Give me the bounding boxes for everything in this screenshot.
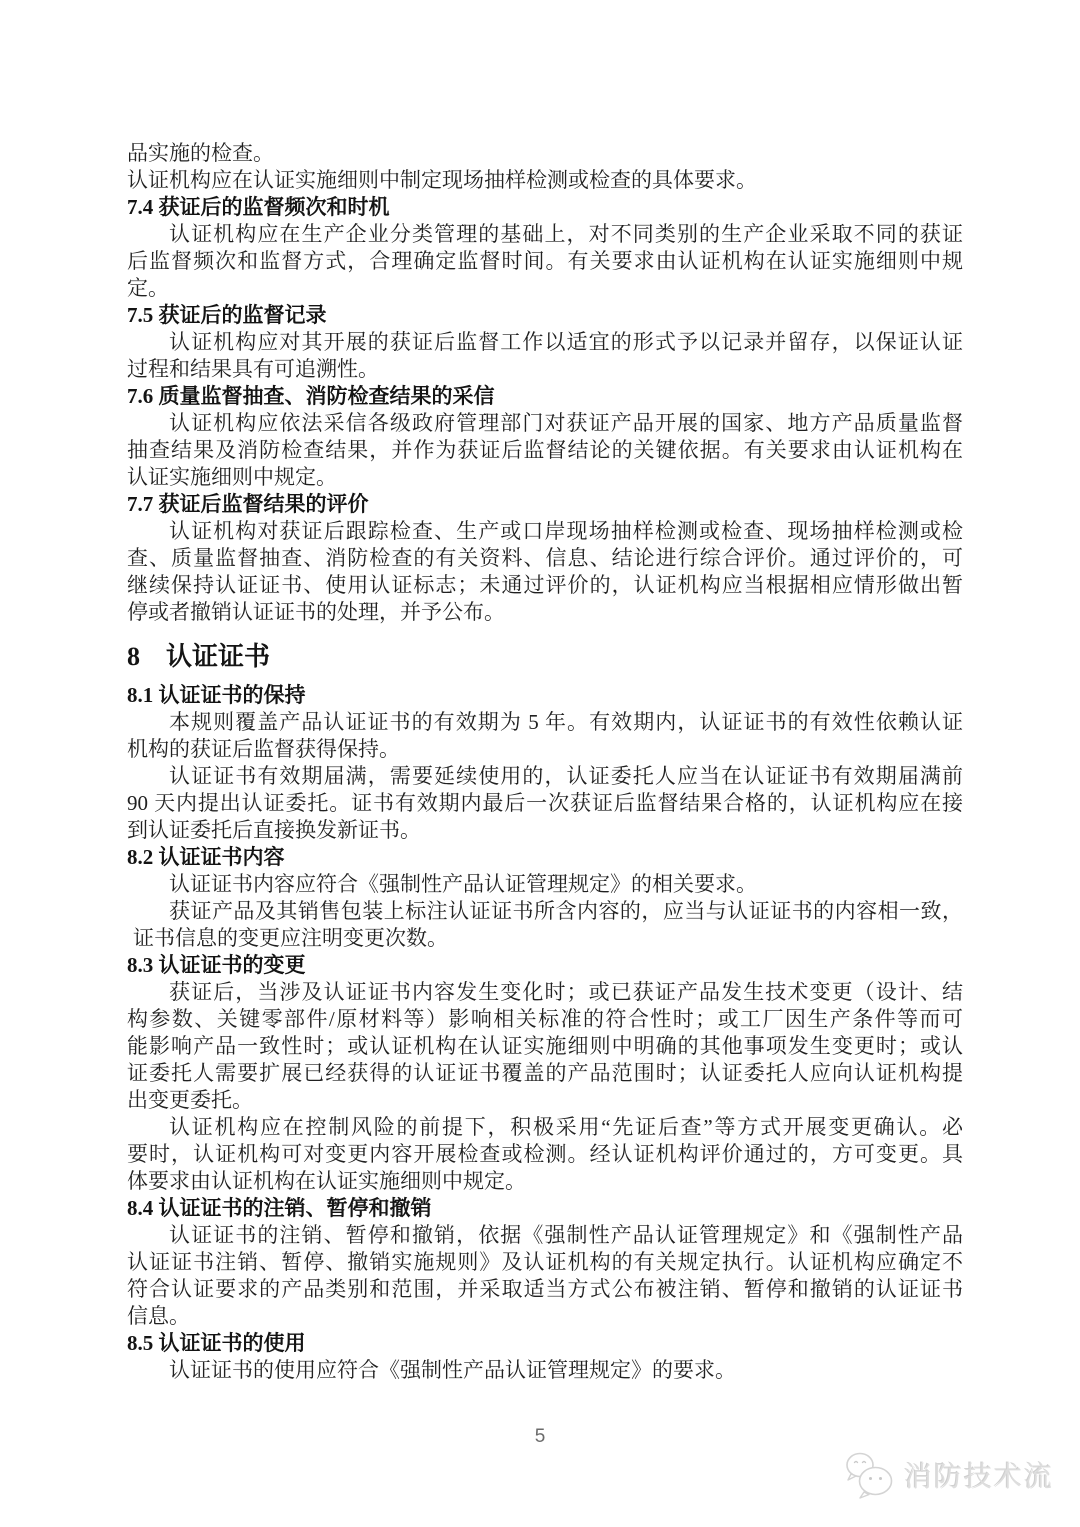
body-line: 要时，认证机构可对变更内容开展检查或检测。经认证机构评价通过的，方可变更。具 (127, 1142, 963, 1166)
body-line: 到认证委托后直接换发新证书。 (127, 818, 421, 842)
body-line: 获证后，当涉及认证证书内容发生变化时；或已获证产品发生技术变更（设计、结 (169, 980, 963, 1004)
body-line: 获证产品及其销售包装上标注认证证书所含内容的，应当与认证证书的内容相一致， (169, 899, 963, 923)
page-number: 5 (534, 1426, 546, 1447)
body-line: 证委托人需要扩展已经获得的认证证书覆盖的产品范围时；认证委托人应向认证机构提 (127, 1061, 963, 1085)
section-heading: 7.6 质量监督抽查、消防检查结果的采信 (127, 384, 495, 408)
section-heading: 7.5 获证后的监督记录 (127, 303, 327, 327)
body-line: 信息。 (127, 1304, 190, 1328)
body-line: 认证机构对获证后跟踪检查、生产或口岸现场抽样检测或检查、现场抽样检测或检 (169, 519, 963, 543)
body-line: 认证机构应在生产企业分类管理的基础上，对不同类别的生产企业采取不同的获证 (169, 222, 963, 246)
body-line: 停或者撤销认证证书的处理，并予公布。 (127, 600, 505, 624)
document-body (127, 140, 963, 1384)
body-line: 认证证书的使用应符合《强制性产品认证管理规定》的要求。 (169, 1358, 736, 1382)
body-line: 认证机构应在认证实施细则中制定现场抽样检测或检查的具体要求。 (127, 168, 757, 192)
body-line: 继续保持认证证书、使用认证标志；未通过评价的，认证机构应当根据相应情形做出暂 (127, 573, 963, 597)
body-line: 体要求由认证机构在认证实施细则中规定。 (127, 1169, 526, 1193)
body-line: 能影响产品一致性时；或认证机构在认证实施细则中明确的其他事项发生变更时；或认 (127, 1034, 963, 1058)
wechat-icon (844, 1451, 894, 1499)
body-line: 品实施的检查。 (127, 141, 274, 165)
body-line: 认证证书注销、暂停、撤销实施规则》及认证机构的有关规定执行。认证机构应确定不 (127, 1250, 963, 1274)
body-line: 符合认证要求的产品类别和范围，并采取适当方式公布被注销、暂停和撤销的认证证书 (127, 1277, 963, 1301)
body-line: 机构的获证后监督获得保持。 (127, 737, 400, 761)
body-line: 抽查结果及消防检查结果，并作为获证后监督结论的关键依据。有关要求由认证机构在 (127, 438, 963, 462)
section-heading: 7.7 获证后监督结果的评价 (127, 492, 369, 516)
body-line: 认证证书的注销、暂停和撤销，依据《强制性产品认证管理规定》和《强制性产品 (169, 1223, 963, 1247)
section-heading: 8.4 认证证书的注销、暂停和撤销 (127, 1196, 432, 1220)
body-line: 认证机构应对其开展的获证后监督工作以适宜的形式予以记录并留存，以保证认证 (169, 330, 963, 354)
body-line: 出变更委托。 (127, 1088, 253, 1112)
section-heading: 8.2 认证证书内容 (127, 845, 285, 869)
section-heading: 7.4 获证后的监督频次和时机 (127, 195, 390, 219)
body-line: 证书信息的变更应注明变更次数。 (133, 926, 448, 950)
section-heading: 8.5 认证证书的使用 (127, 1331, 306, 1355)
body-line: 认证实施细则中规定。 (127, 465, 337, 489)
watermark-text: 消防技术流 (903, 1462, 1054, 1493)
section-heading: 8.3 认证证书的变更 (127, 953, 306, 977)
body-line: 认证机构应在控制风险的前提下，积极采用“先证后查”等方式开展变更确认。必 (169, 1115, 963, 1139)
body-line: 构参数、关键零部件/原材料等）影响相关标准的符合性时；或工厂因生产条件等而可 (127, 1007, 963, 1031)
section-heading: 8.1 认证证书的保持 (127, 683, 306, 707)
body-line: 认证证书有效期届满，需要延续使用的，认证委托人应当在认证证书有效期届满前 (169, 764, 963, 788)
body-line: 90 天内提出认证委托。证书有效期内最后一次获证后监督结果合格的，认证机构应在接 (127, 791, 963, 815)
body-line: 查、质量监督抽查、消防检查的有关资料、信息、结论进行综合评价。通过评价的，可 (127, 546, 963, 570)
chapter-heading: 8 认证证书 (127, 642, 271, 671)
body-line: 定。 (127, 276, 169, 300)
watermark (844, 1451, 1054, 1499)
body-line: 认证机构应依法采信各级政府管理部门对获证产品开展的国家、地方产品质量监督 (169, 411, 963, 435)
body-line: 后监督频次和监督方式，合理确定监督时间。有关要求由认证机构在认证实施细则中规 (127, 249, 963, 273)
body-line: 本规则覆盖产品认证证书的有效期为 5 年。有效期内，认证证书的有效性依赖认证 (169, 710, 963, 734)
body-line: 过程和结果具有可追溯性。 (127, 357, 379, 381)
body-line: 认证证书内容应符合《强制性产品认证管理规定》的相关要求。 (169, 872, 757, 896)
